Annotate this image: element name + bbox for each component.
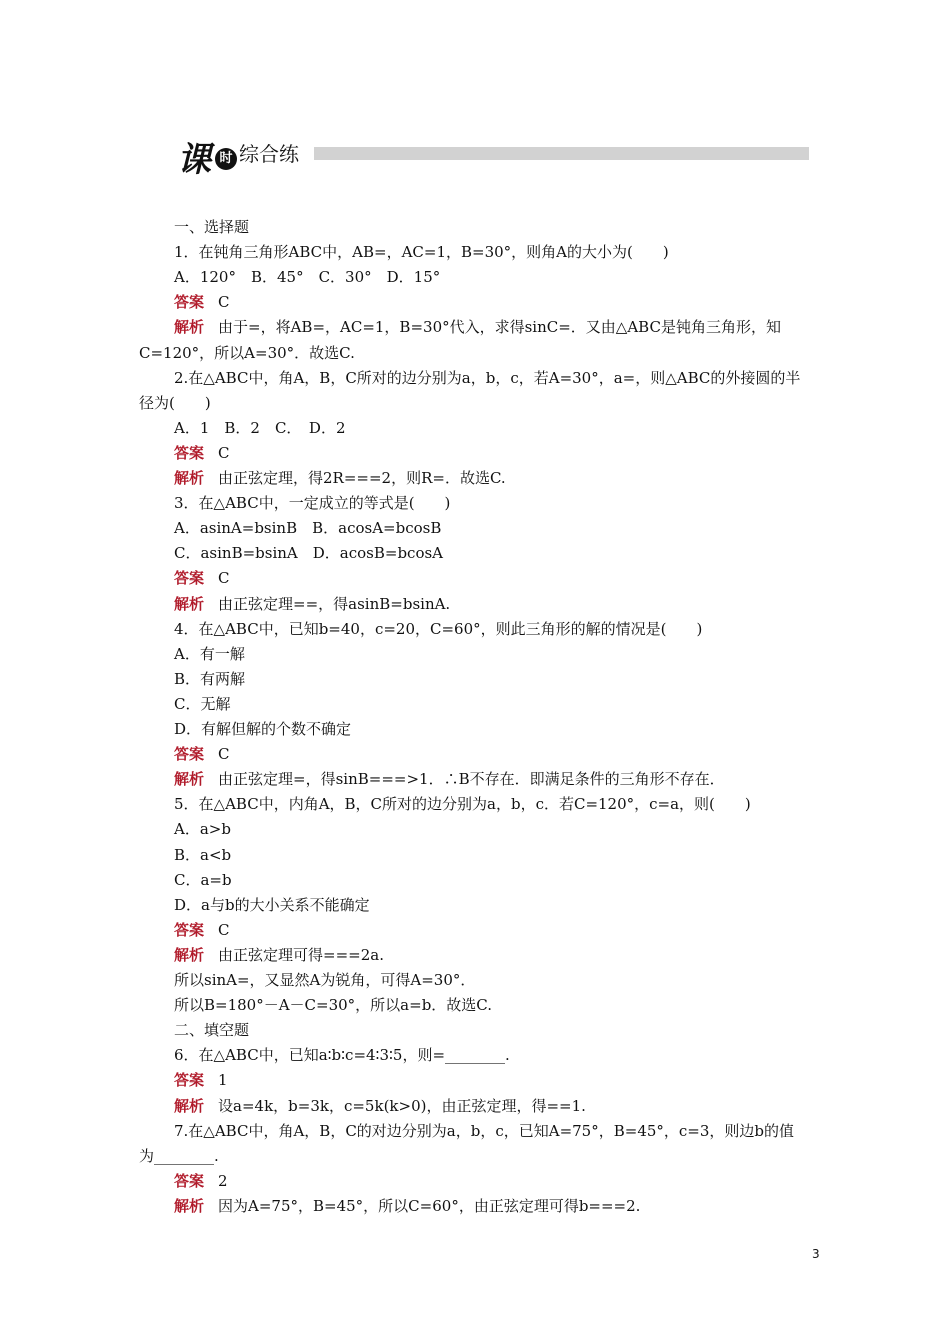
text-line — [174, 868, 232, 893]
text-line — [174, 1018, 249, 1043]
line-text: 4．在△ABC中，已知b=40，c=20，C=60°，则此三角形的解的情况是( ) — [174, 619, 703, 638]
answer-line — [174, 1094, 586, 1119]
line-text: 二、填空题 — [174, 1021, 250, 1040]
text-line — [139, 391, 211, 416]
line-text: 由正弦定理==，得asinB=bsinA. — [218, 594, 451, 613]
text-line — [174, 416, 346, 441]
header-decorative-bar — [314, 147, 809, 160]
line-text: 所以sinA=，又显然A为锐角，可得A=30°． — [174, 971, 476, 989]
answer-label: 答案 — [174, 1171, 205, 1190]
line-text: A．1 B．2 C． D．2 — [174, 418, 346, 437]
answer-line — [174, 315, 781, 340]
line-text: 7.在△ABC中，角A，B，C的对边分别为a，b，c，已知A=75°，B=45°，c=3，则边b的值 — [174, 1121, 795, 1140]
answer-line — [174, 441, 230, 466]
answer-label: 解析 — [174, 469, 205, 487]
answer-label: 解析 — [174, 770, 205, 789]
text-line — [174, 843, 231, 868]
text-line — [174, 1119, 794, 1144]
line-text: C．无解 — [174, 694, 231, 713]
text-line — [174, 491, 450, 516]
line-text: 一、选择题 — [174, 218, 250, 236]
answer-label: 答案 — [174, 1071, 205, 1090]
line-text: 因为A=75°，B=45°，所以C=60°，由正弦定理可得b===2. — [218, 1196, 641, 1215]
line-text: 由正弦定理=，得sinB===>1．∴B不存在．即满足条件的三角形不存在． — [218, 770, 725, 789]
line-text: 为________. — [139, 1146, 219, 1165]
section-header — [177, 132, 817, 180]
text-line — [174, 240, 669, 265]
answer-label: 答案 — [174, 293, 205, 312]
text-line — [139, 341, 355, 366]
answer-label: 解析 — [174, 318, 205, 337]
line-text: A．120° B．45° C．30° D．15° — [174, 268, 441, 287]
line-text: 径为( ) — [139, 393, 211, 412]
text-line — [174, 968, 475, 993]
text-line — [174, 817, 231, 842]
answer-line — [174, 1169, 228, 1194]
line-text: 由正弦定理，得2R===2，则R=．故选C. — [218, 469, 506, 487]
line-text: B．a<b — [174, 845, 232, 864]
line-text: C=120°，所以A=30°．故选C. — [139, 343, 355, 362]
line-text: C — [218, 293, 230, 312]
text-line — [174, 215, 249, 240]
line-text: D．a与b的大小关系不能确定 — [174, 895, 370, 914]
line-text: A．asinA=bsinB B．acosA=bcosB — [174, 519, 442, 538]
text-line — [174, 516, 441, 541]
answer-line — [174, 1068, 228, 1093]
text-line — [174, 642, 245, 667]
answer-label: 答案 — [174, 569, 205, 588]
section-title: 综合练 — [239, 142, 299, 166]
line-text: A．有一解 — [174, 644, 245, 663]
answer-line — [174, 918, 230, 943]
answer-label: 答案 — [174, 443, 205, 462]
section-logo-ke: 课 — [177, 140, 209, 180]
text-line — [174, 692, 230, 717]
line-text: C — [218, 443, 230, 462]
answer-line — [174, 742, 230, 767]
line-text: B．有两解 — [174, 669, 246, 688]
answer-label: 解析 — [174, 1196, 205, 1215]
line-text: 6．在△ABC中，已知a∶b∶c=4∶3∶5，则=________. — [174, 1046, 510, 1065]
text-line — [174, 617, 702, 642]
line-text: C — [218, 745, 230, 764]
answer-line — [174, 592, 450, 617]
text-line — [174, 265, 440, 290]
answer-line — [174, 1194, 640, 1219]
answer-line — [174, 290, 230, 315]
page-number: 3 — [812, 1247, 820, 1261]
line-text: C — [218, 569, 230, 588]
answer-line — [174, 943, 384, 968]
line-text: 1 — [218, 1071, 228, 1090]
answer-label: 解析 — [174, 594, 205, 613]
text-line — [139, 1144, 219, 1169]
line-text: 3．在△ABC中，一定成立的等式是( ) — [174, 494, 451, 513]
answer-label: 答案 — [174, 920, 205, 939]
section-logo-shi: 时 — [215, 148, 237, 170]
answer-line — [174, 767, 725, 792]
text-line — [174, 717, 351, 742]
line-text: 2.在△ABC中，角A，B，C所对的边分别为a，b，c，若A=30°，a=，则△ABC的外接圆的半 — [174, 368, 801, 387]
answer-line — [174, 566, 230, 591]
line-text: C．asinB=bsinA D．acosB=bcosA — [174, 544, 444, 563]
line-text: D．有解但解的个数不确定 — [174, 720, 352, 738]
line-text: 2 — [218, 1171, 228, 1190]
text-line — [174, 541, 443, 566]
line-text: C — [218, 920, 230, 939]
text-line — [174, 893, 370, 918]
text-line — [174, 792, 751, 817]
line-text: 由于=，将AB=，AC=1，B=30°代入，求得sinC=．又由△ABC是钝角三角形，知 — [218, 318, 781, 337]
answer-line — [174, 466, 506, 491]
text-line — [174, 366, 800, 391]
text-line — [174, 667, 245, 692]
line-text: 设a=4k，b=3k，c=5k(k>0)，由正弦定理，得==1. — [218, 1096, 586, 1115]
line-text: 所以B=180°－A－C=30°，所以a=b．故选C. — [174, 996, 493, 1015]
answer-label: 解析 — [174, 1096, 205, 1115]
text-line — [174, 993, 492, 1018]
text-line — [174, 1043, 510, 1068]
answer-label: 解析 — [174, 945, 205, 964]
line-text: C．a=b — [174, 870, 232, 889]
line-text: 5．在△ABC中，内角A，B，C所对的边分别为a，b，c．若C=120°，c=a，则( ) — [174, 795, 751, 814]
line-text: 由正弦定理可得===2a. — [218, 945, 384, 964]
line-text: 1．在钝角三角形ABC中，AB=，AC=1，B=30°，则角A的大小为( ) — [174, 243, 669, 262]
answer-label: 答案 — [174, 745, 205, 764]
line-text: A．a>b — [174, 820, 231, 839]
